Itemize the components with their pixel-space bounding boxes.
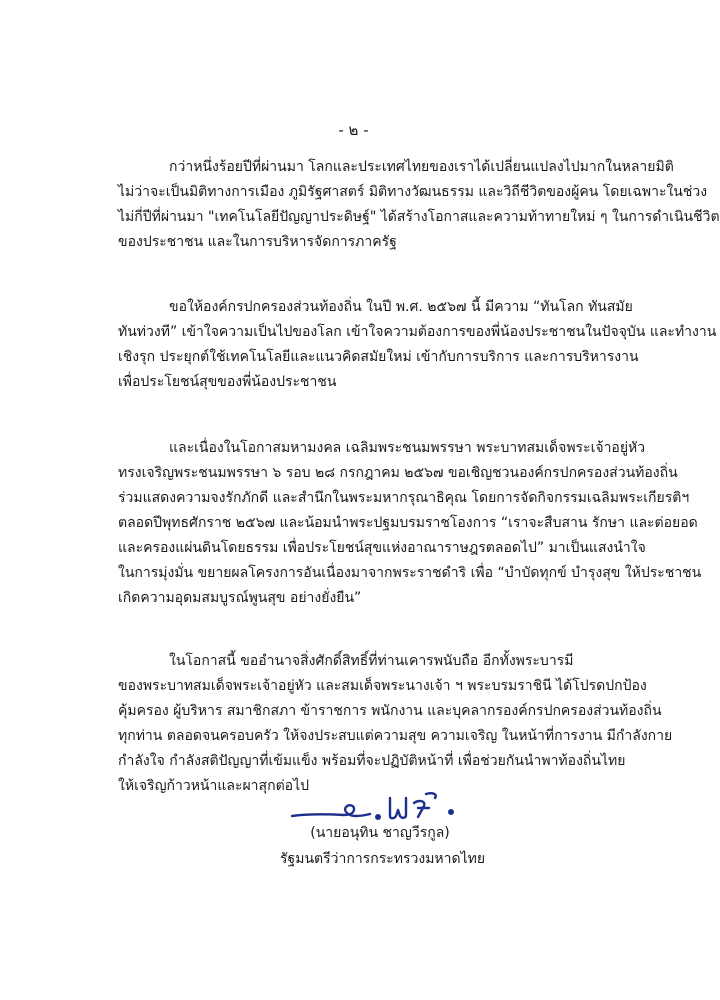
letter-body <box>118 155 720 799</box>
signer-name: (นายอนุทิน ชาญวีรกูล) <box>310 825 450 841</box>
paragraph-1 <box>118 155 720 255</box>
paragraph-line: และครองแผ่นดินโดยธรรม เพื่อประโยชน์สุขแห่งอาณาราษฎรตลอดไป” มาเป็นแสงนำใจ <box>118 540 646 556</box>
paragraph-spacer <box>118 255 623 295</box>
paragraph-line: ของประชาชน และในการบริหารจัดการภาครัฐ <box>118 234 397 250</box>
paragraph-spacer <box>118 611 623 649</box>
paragraph-line: ไม่กี่ปีที่ผ่านมา "เทคโนโลยีปัญญาประดิษฐ์" ได้สร้างโอกาสและความท้าทายใหม่ ๆ ในการดำเนินชีวิต <box>118 209 720 225</box>
paragraph-line: เพื่อประโยชน์สุขของพี่น้องประชาชน <box>118 374 337 390</box>
paragraph-line: ทันท่วงที” เข้าใจความเป็นไปของโลก เข้าใจความต้องการของพี่น้องประชาชนในปัจจุบัน และทำงาน <box>118 324 717 340</box>
paragraph-line: กำลังใจ กำลังสติปัญญาที่เข้มแข็ง พร้อมที่จะปฏิบัติหน้าที่ เพื่อช่วยกันนำพาท้องถิ่นไทย <box>118 753 626 769</box>
paragraph-line: ร่วมแสดงความจงรักภักดี และสำนึกในพระมหากรุณาธิคุณ โดยการจัดกิจกรรมเฉลิมพระเกียรติฯ <box>118 490 690 506</box>
paragraph-line: ไม่ว่าจะเป็นมิติทางการเมือง ภูมิรัฐศาสตร์ มิติทางวัฒนธรรม และวิถีชีวิตของผู้คน โดยเฉพาะในช่วง <box>118 184 708 200</box>
paragraph-line: คุ้มครอง ผู้บริหาร สมาชิกสภา ข้าราชการ พนักงาน และบุคลากรองค์กรปกครองส่วนท้องถิ่น <box>118 703 662 719</box>
paragraph-line: ของพระบาทสมเด็จพระเจ้าอยู่หัว และสมเด็จพระนางเจ้า ฯ พระบรมราชินี ได้โปรดปกป้อง <box>118 678 647 694</box>
paragraph-line: เชิงรุก ประยุกต์ใช้เทคโนโลยีและแนวคิดสมัยใหม่ เข้ากับการบริการ และการบริหารงาน <box>118 349 639 365</box>
paragraph-3 <box>118 436 702 611</box>
paragraph-line: เกิดความอุดมสมบูรณ์พูนสุข อย่างยั่งยืน” <box>118 590 362 606</box>
signer-block <box>280 820 486 872</box>
signer-position: รัฐมนตรีว่าการกระทรวงมหาดไทย <box>280 851 486 867</box>
paragraph-line: ตลอดปีพุทธศักราช ๒๕๖๗ และน้อมนำพระปฐมบรมราชโองการ “เราจะสืบสาน รักษา และต่อยอด <box>118 515 698 531</box>
paragraph-line: ในการมุ่งมั่น ขยายผลโครงการอันเนื่องมาจากพระราชดำริ เพื่อ “บำบัดทุกข์ บำรุงสุข ให้ประชาชน <box>118 565 702 581</box>
paragraph-line: ในโอกาสนี้ ขออำนาจสิ่งศักดิ์สิทธิ์ที่ท่านเคารพนับถือ อีกทั้งพระบารมี <box>169 653 574 669</box>
paragraph-2 <box>118 295 717 395</box>
paragraph-spacer <box>118 395 623 436</box>
paragraph-4 <box>118 649 673 799</box>
paragraph-line: และเนื่องในโอกาสมหามงคล เฉลิมพระชนมพรรษา พระบาทสมเด็จพระเจ้าอยู่หัว <box>169 440 646 456</box>
paragraph-line: ขอให้องค์กรปกครองส่วนท้องถิ่น ในปี พ.ศ. ๒๕๖๗ นี้ มีความ “ทันโลก ทันสมัย <box>169 299 633 315</box>
paragraph-line: ทุกท่าน ตลอดจนครอบครัว ให้จงประสบแต่ความสุข ความเจริญ ในหน้าที่การงาน มีกำลังกาย <box>118 728 673 744</box>
paragraph-line: ให้เจริญก้าวหน้าและผาสุกต่อไป <box>118 778 309 794</box>
paragraph-line: กว่าหนึ่งร้อยปีที่ผ่านมา โลกและประเทศไทยของเราได้เปลี่ยนแปลงไปมากในหลายมิติ <box>169 159 674 175</box>
paragraph-line: ทรงเจริญพระชนมพรรษา ๖ รอบ ๒๘ กรกฎาคม ๒๕๖๗ ขอเชิญชวนองค์กรปกครองส่วนท้องถิ่น <box>118 465 678 481</box>
page-number: - ๒ - <box>338 121 369 139</box>
